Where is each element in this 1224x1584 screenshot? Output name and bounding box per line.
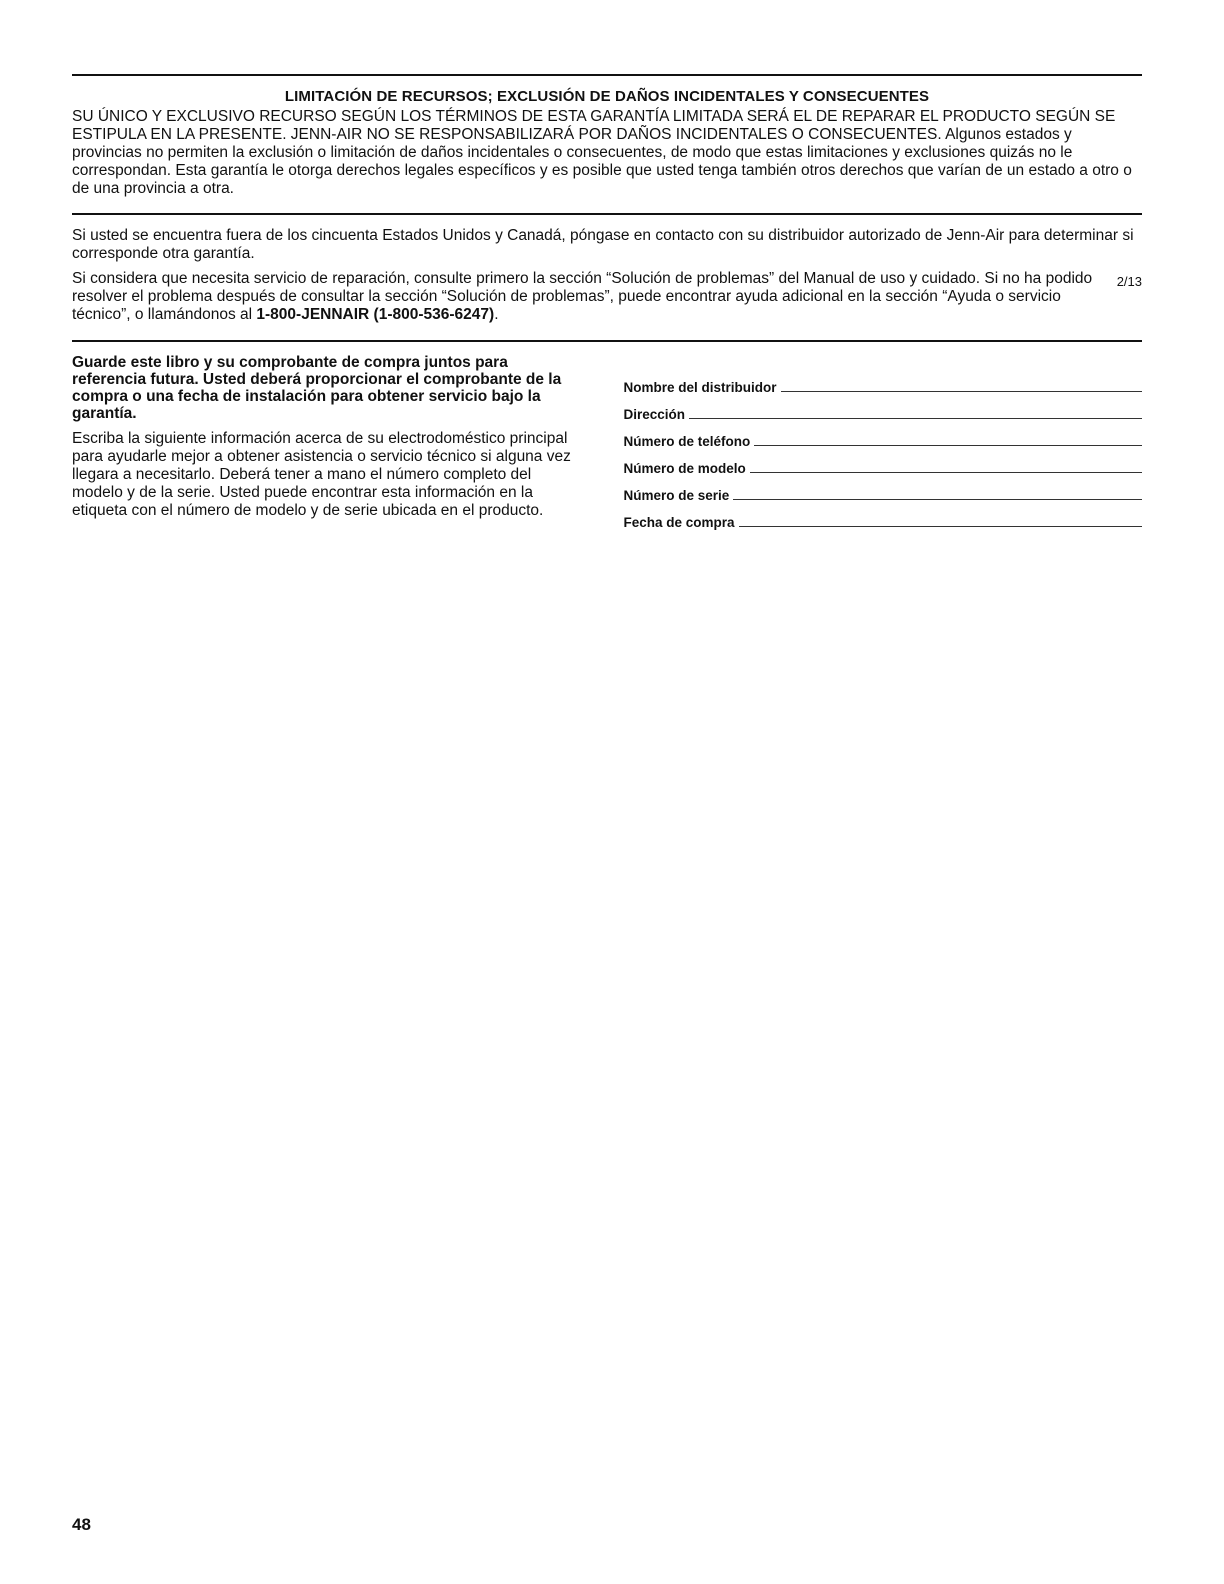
phone-field bbox=[624, 422, 1143, 449]
model-line[interactable] bbox=[750, 472, 1142, 473]
page-number: 48 bbox=[72, 1515, 91, 1534]
keep-receipt-body: Escriba la siguiente información acerca de su electrodoméstico principal para ayudarle mejor a obtener asistencia o servicio técnico si alguna vez llegara a necesitarlo. Deberá tener a mano el número completo del modelo y de la serie. Usted puede encontrar esta información en la etiqueta con el número de modelo y de serie ubicada en el producto. bbox=[72, 430, 571, 519]
keep-receipt-column bbox=[72, 354, 586, 530]
address-label: Dirección bbox=[623, 407, 686, 422]
model-label: Número de modelo bbox=[623, 461, 746, 476]
purchase-date-field bbox=[624, 503, 1143, 530]
limitation-body: SU ÚNICO Y EXCLUSIVO RECURSO SEGÚN LOS TÉRMINOS DE ESTA GARANTÍA LIMITADA SERÁ EL DE REPARAR EL PRODUCTO SEGÚN SE ESTIPULA EN LA PRESENTE. JENN-AIR NO SE RESPONSABILIZARÁ POR DAÑOS INCIDENTALES O CONSECUENTES. Algunos estados y provincias no permiten la exclusión o limitación de daños incidentales o consecuentes, de modo que estas limitaciones y exclusiones quizás no le correspondan. Esta garantía le otorga derechos legales específicos y es posible que usted tenga también otros derechos que varían de un estado a otro o de una provincia a otra. bbox=[72, 108, 1132, 197]
dealer-label: Nombre del distribuidor bbox=[623, 380, 777, 395]
outside-us-paragraph: Si usted se encuentra fuera de los cincuenta Estados Unidos y Canadá, póngase en contacto con su distribuidor autorizado de Jenn-Air para determinar si corresponde otra garantía. bbox=[72, 227, 1134, 262]
phone-label: Número de teléfono bbox=[623, 434, 751, 449]
address-line[interactable] bbox=[689, 418, 1142, 419]
service-text: Si considera que necesita servicio de reparación, consulte primero la sección “Solución de problemas” del Manual de uso y cuidado. Si no ha podido resolver el problema después de consultar la sección “Solución de problemas”, puede encontrar ayuda adicional en la sección “Ayuda o servicio técnico”, o llamándonos al bbox=[72, 270, 1093, 323]
purchase-date-line[interactable] bbox=[739, 526, 1142, 527]
page-content bbox=[72, 74, 1142, 530]
info-section bbox=[72, 215, 1142, 340]
address-field bbox=[624, 395, 1143, 422]
limitation-section bbox=[72, 76, 1142, 213]
support-phone: 1-800-JENNAIR (1-800-536-6247) bbox=[256, 306, 495, 323]
serial-line[interactable] bbox=[733, 499, 1142, 500]
service-period: . bbox=[494, 306, 499, 323]
dealer-line[interactable] bbox=[781, 391, 1142, 392]
model-field bbox=[624, 449, 1143, 476]
keep-receipt-heading: Guarde este libro y su comprobante de compra juntos para referencia futura. Usted deberá proporcionar el comprobante de la compra o una fecha de instalación para obtener servicio bajo la garantía. bbox=[72, 354, 562, 422]
phone-line[interactable] bbox=[754, 445, 1142, 446]
form-code: 2/13 bbox=[1116, 274, 1142, 289]
serial-field bbox=[624, 476, 1143, 503]
record-form bbox=[624, 354, 1143, 530]
purchase-date-label: Fecha de compra bbox=[623, 515, 735, 530]
record-section bbox=[72, 342, 1142, 530]
serial-label: Número de serie bbox=[623, 488, 730, 503]
limitation-heading: LIMITACIÓN DE RECURSOS; EXCLUSIÓN DE DAÑOS INCIDENTALES Y CONSECUENTES bbox=[284, 88, 930, 105]
service-paragraph bbox=[72, 270, 1142, 324]
dealer-field bbox=[624, 368, 1143, 395]
